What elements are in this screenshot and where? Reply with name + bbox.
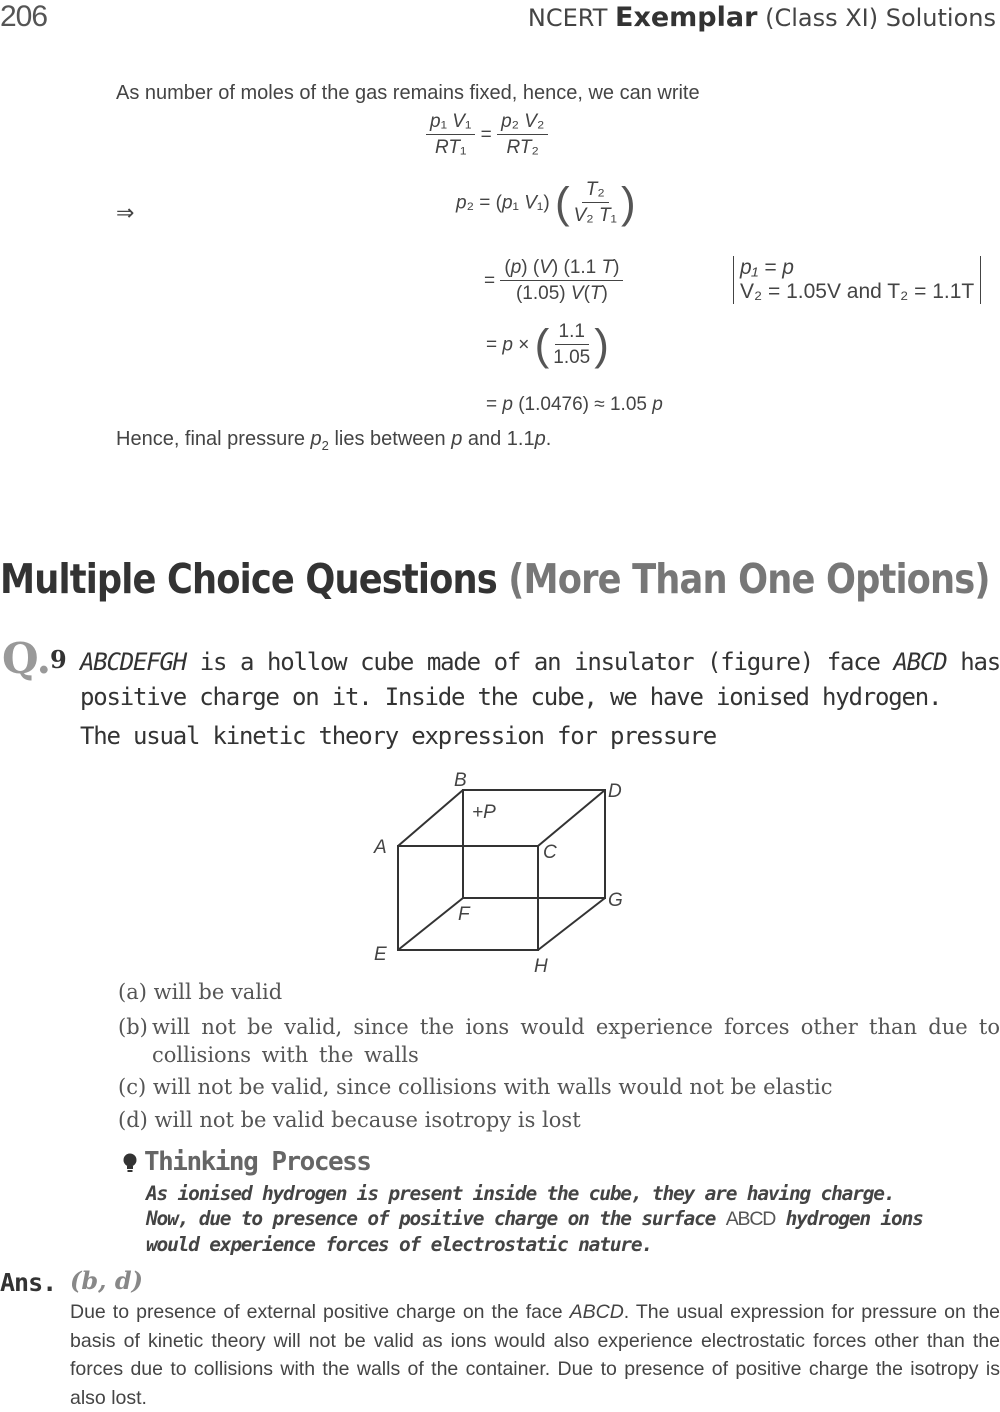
label-a: A [374, 837, 387, 858]
label-g: G [608, 890, 623, 911]
option-b-label: (b) [118, 1015, 148, 1039]
edge-h-g [538, 898, 605, 950]
option-d-text: will not be valid because isotropy is lost [154, 1108, 581, 1132]
label-f: F [458, 904, 470, 925]
question-text [80, 645, 1000, 715]
label-c: C [543, 842, 557, 863]
option-a-label: (a) [118, 980, 147, 1004]
option-b [118, 1013, 1000, 1069]
question-text-b: has positive charge on it. Inside the cube, we have ionised hydrogen. [80, 648, 1000, 711]
answer-text-b: . The usual expression for pressure on the basis of kinetic theory will not be valid as ions would also experience electrostatic forces other than the forces due to collisions with the walls of the container. Due to presence of positive charge the isotropy is also lost. [70, 1301, 1000, 1409]
cube-figure [360, 760, 660, 980]
thinking-text-a: As ionised hydrogen is present inside the cube, they are having charge. Now, due to presence of positive charge on the surface [146, 1182, 895, 1230]
thinking-process-body [146, 1181, 946, 1257]
answer-text-a: Due to presence of external positive charge on the face [70, 1301, 570, 1323]
section-heading [0, 555, 990, 603]
condition-p1: p₁ = p [740, 256, 794, 279]
header-book-rest: (Class XI) Solutions [765, 4, 996, 32]
answer-label: Ans. [0, 1268, 57, 1297]
solution-conclusion: Hence, final pressure $p_2$ lies between p and 1.1p. [116, 428, 552, 453]
running-header [528, 2, 996, 33]
label-b: B [454, 770, 467, 791]
edge-c-d [538, 790, 605, 846]
thinking-text-b: hydrogen ions would experience forces of electrostatic nature. [146, 1207, 923, 1256]
option-c-text: will not be valid, since collisions with walls would not be elastic [152, 1075, 833, 1099]
conclusion-text-b: lies between [328, 428, 452, 450]
label-h: H [534, 956, 548, 977]
option-a [118, 980, 282, 1004]
question-cube-name: ABCDEFGH [80, 648, 186, 676]
edge-e-f [398, 898, 463, 950]
option-d [118, 1108, 581, 1132]
section-subtitle: (More Than One Options) [508, 555, 990, 603]
conclusion-text-d: . [545, 428, 552, 450]
equation-p2: p₂ = (p₁ V₁) ( $\frac{\text{T₂}}{\text{V₂ T₁}}$ ) [456, 178, 636, 228]
question-stem: The usual kinetic theory expression for pressure [80, 722, 716, 750]
page-number: 206 [0, 0, 48, 33]
solution-intro: As number of moles of the gas remains fixed, hence, we can write [116, 82, 700, 104]
header-book-bold: Exemplar [615, 2, 758, 33]
lightbulb-icon [122, 1152, 138, 1176]
option-b-text: will not be valid, since the ions would experience forces other than due to collisions with the walls [152, 1015, 1000, 1067]
question-mark: Q. [2, 634, 52, 683]
equation-substitution: = $\frac{(p) (V) (1.1 T)}{(1.05) V(T)}$ [484, 256, 623, 307]
label-d: D [608, 781, 622, 802]
answer-face: ABCD [569, 1301, 624, 1323]
section-title: Multiple Choice Questions [0, 555, 497, 603]
conditions-bracket [733, 256, 981, 304]
label-charge: +P [472, 802, 496, 823]
equation-ideal-gas: $\frac{\text{p₁ V₁}}{\text{RT₁}}$ = $\frac{\text{p₂ V₂}}{\text{RT₂}}$ [426, 110, 548, 161]
option-a-text: will be valid [153, 980, 283, 1004]
condition-v2-t2: V₂ = 1.05V and T₂ = 1.1T [740, 280, 975, 303]
option-c [118, 1075, 833, 1099]
conclusion-text-c: and 1.1 [462, 428, 535, 450]
option-c-label: (c) [118, 1075, 147, 1099]
question-text-a: is a hollow cube made of an insulator (figure) face [186, 648, 894, 676]
equation-result: = p (1.0476) ≈ 1.05 p [486, 394, 663, 415]
conclusion-text-a: Hence, final pressure [116, 428, 311, 450]
header-book: NCERT [527, 4, 608, 32]
edge-a-b [398, 790, 463, 846]
question-number: 9 [50, 645, 67, 674]
question-face-name: ABCD [893, 648, 947, 676]
equation-ratio: = p × ( $\frac{1.1}{1.05}$ ) [486, 320, 609, 370]
label-e: E [374, 944, 387, 965]
implies-symbol: ⇒ [116, 200, 135, 225]
thinking-face: ABCD [725, 1208, 776, 1230]
option-d-label: (d) [118, 1108, 148, 1132]
answer-text [70, 1298, 1000, 1412]
thinking-process-title: Thinking Process [144, 1147, 371, 1177]
answer-options: (b, d) [70, 1266, 143, 1295]
